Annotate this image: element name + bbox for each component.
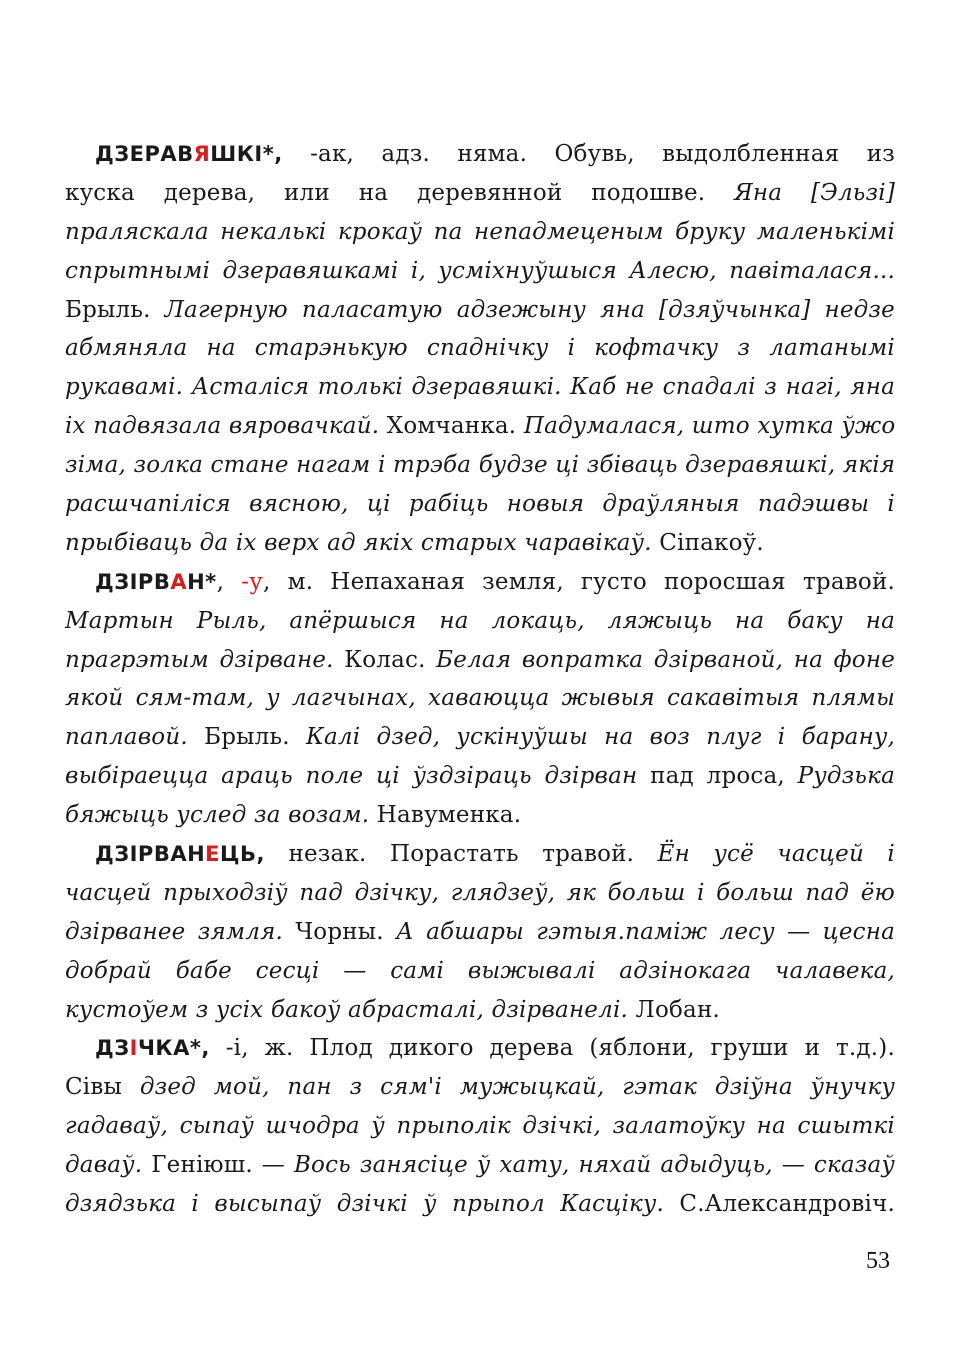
text-line <box>65 641 895 680</box>
text-line <box>65 757 895 796</box>
headword: А <box>170 569 188 594</box>
quote-text: Калі дзед, ускінуўшы на воз плуг і барану, <box>305 724 895 751</box>
quote-text: даваў. <box>65 1152 152 1179</box>
dictionary-page-text <box>65 135 895 1224</box>
definition-text: Брыль. <box>65 296 165 323</box>
definition-text: Сіпакоў. <box>659 529 764 556</box>
quote-text: праляскала некалькі крокаў па непадмеценым бруку маленькімі <box>65 218 895 245</box>
definition-text: Геніюш. — <box>151 1152 294 1179</box>
text-line <box>65 796 895 835</box>
quote-text: дзядзька і высыпаў дзічкі ў прыпол Касціку. <box>65 1191 680 1218</box>
quote-text: зіма, золка стане нагам і трэба будзе ці збіваць дзеравяшкі, якія <box>65 452 896 479</box>
text-line <box>65 602 895 641</box>
text-line <box>65 291 895 330</box>
text-line <box>65 1107 895 1146</box>
text-line <box>65 407 895 446</box>
text-line <box>65 174 895 213</box>
text-line <box>65 213 895 252</box>
headword: Н* <box>187 569 217 594</box>
definition-text: -у <box>241 568 263 595</box>
quote-text: спрытнымі дзеравяшкамі і, усміхнуўшыся Алесю, павіталася... <box>65 257 895 284</box>
quote-text: добрай бабе сесці — самі выжывалі адзінокага чалавека, <box>65 957 895 984</box>
text-line <box>65 913 895 952</box>
definition-text: Навуменка. <box>376 802 522 829</box>
headword: ШКІ*, <box>210 142 283 166</box>
definition-text: -і, ж. Плод дикого дерева (яблони, груши и т.д.). <box>209 1035 895 1062</box>
definition-text: , <box>216 568 242 595</box>
headword: І <box>129 1036 138 1061</box>
definition-text: незак. Порастать травой. <box>265 841 658 868</box>
text-line <box>65 368 895 407</box>
quote-text: расшчапіліся вясною, ці рабіць новыя драўляныя падэшвы і <box>65 491 895 518</box>
quote-text: часцей прыходзіў пад дзічку, глядзеў, як больш і больш пад ёю <box>65 879 895 906</box>
quote-text: Лагерную паласатую адзежыну яна [дзяўчынка] недзе <box>164 296 895 323</box>
headword: Е <box>205 842 221 867</box>
quote-text: абмяняла на старэнькую спаднічку і кофтачку з латанымі <box>65 335 895 362</box>
text-line <box>65 718 895 757</box>
definition-text: Колас. <box>344 646 437 673</box>
quote-text: Ён усё часцей і <box>657 841 895 868</box>
headword: Я <box>193 142 211 166</box>
entry-first-line <box>65 135 895 174</box>
definition-text: Сівы <box>65 1074 140 1101</box>
text-line <box>65 446 895 485</box>
headword: ДЗІРВАН <box>95 842 206 867</box>
quote-text: дзірванее зямля. <box>65 918 296 945</box>
text-line <box>65 679 895 718</box>
quote-text: прыбіваць да іх верх ад якіх старых чаравікаў. <box>65 529 660 556</box>
entry-first-line <box>65 835 895 874</box>
definition-text: пад лроса, <box>650 763 798 790</box>
quote-text: Мартын Рыль, апёршыся на локаць, ляжыць на баку на <box>65 607 895 634</box>
entry-first-line <box>65 563 895 602</box>
headword: ЦЬ, <box>220 842 265 867</box>
definition-text: -ак, адз. няма. Обувь, выдолбленная из <box>282 141 895 167</box>
quote-text: Падумалася, што хутка ўжо <box>523 413 896 440</box>
definition-text: Лобан. <box>635 996 720 1023</box>
quote-text: Белая вопратка дзірваной, на фоне <box>436 646 896 673</box>
quote-text: Яна [Эльзі] <box>734 179 895 206</box>
text-line <box>65 524 895 563</box>
text-line <box>65 485 895 524</box>
headword: ЧКА*, <box>137 1036 210 1061</box>
text-line <box>65 1146 895 1185</box>
page-number: 53 <box>866 1248 890 1274</box>
text-line <box>65 252 895 291</box>
headword: ДЗ <box>95 1036 130 1061</box>
definition-text: Чорны. <box>295 918 397 945</box>
quote-text: гадаваў, сыпаў шчодра ў прыполік дзічкі, залатоўку на сшыткі <box>65 1113 895 1140</box>
quote-text: паплавой. <box>65 724 205 751</box>
quote-text: бяжыць услед за возам. <box>65 802 377 829</box>
quote-text: рукавамі. Асталіся толькі дзеравяшкі. Каб не спадалі з нагі, яна <box>65 374 895 401</box>
text-line <box>65 874 895 913</box>
definition-text: Брыль. <box>204 724 306 751</box>
headword: ДЗЕРАВ <box>95 142 194 166</box>
definition-text: куска дерева, или на деревянной подошве. <box>65 179 735 206</box>
text-line <box>65 1068 895 1107</box>
definition-text: Хомчанка. <box>386 413 524 440</box>
quote-text: А абшары гэтыя.паміж лесу — цесна <box>396 918 895 945</box>
quote-text: прагрэтым дзірване. <box>65 646 345 673</box>
quote-text: кустоўем з усіх бакоў абрасталі, дзірванелі. <box>65 996 636 1023</box>
quote-text: Рудзька <box>797 763 895 790</box>
quote-text: якой сям-там, у лагчынах, хаваюцца жывыя сакавітыя плямы <box>65 685 895 712</box>
quote-text: Вось занясіце ў хату, няхай адыдуць, — сказаў <box>293 1152 895 1179</box>
quote-text: дзед мой, пан з сям'і мужыцкай, гэтак дзіўна ўнучку <box>139 1074 896 1101</box>
definition-text: С.Александровіч. <box>679 1191 895 1218</box>
text-line <box>65 991 895 1030</box>
quote-text: іх падвязала вяровачкай. <box>65 413 387 440</box>
headword: ДЗІРВ <box>95 569 171 594</box>
text-line <box>65 1185 895 1224</box>
entry-first-line <box>65 1029 895 1068</box>
definition-text: , м. Непаханая земля, густо поросшая травой. <box>263 568 895 595</box>
text-line <box>65 952 895 991</box>
text-line <box>65 329 895 368</box>
quote-text: выбіраецца араць поле ці ўздзіраць дзірван <box>65 763 651 790</box>
